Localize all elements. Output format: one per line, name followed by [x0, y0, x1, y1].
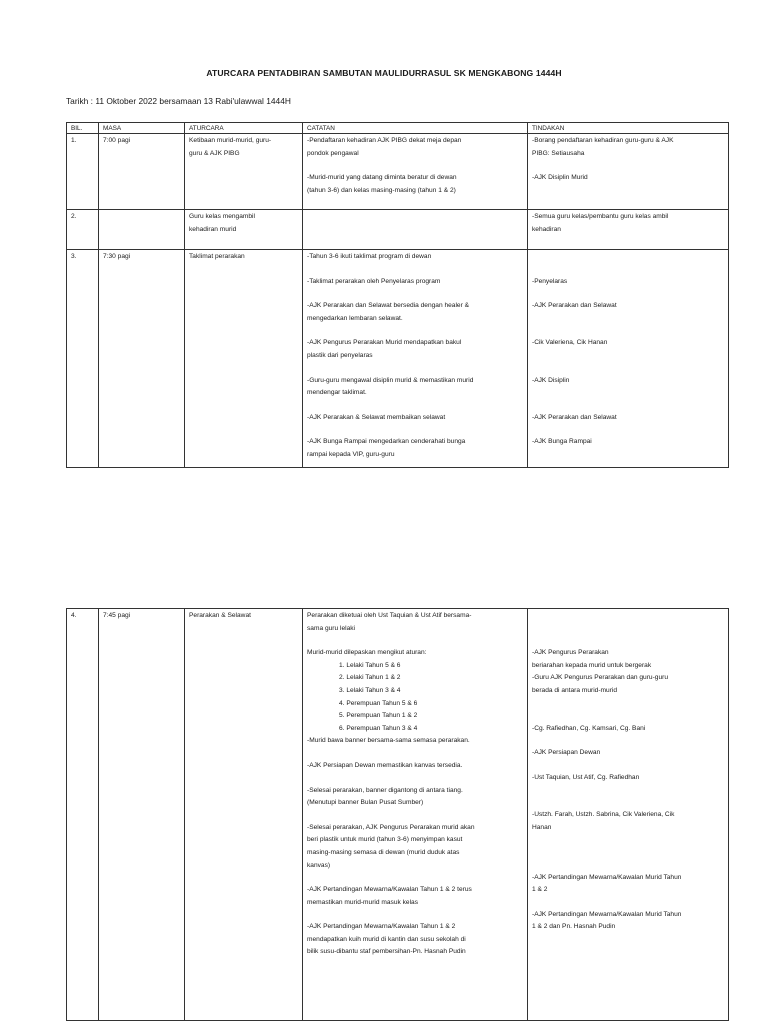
- row2-catatan: [303, 210, 528, 250]
- row4-bil: 4.: [67, 609, 99, 1021]
- row3-tindakan-line: -AJK Perarakan dan Selawat: [532, 413, 617, 421]
- row3-catatan-line: rampai kepada VIP, guru-guru: [307, 450, 395, 458]
- row2-aturcara-line: Guru kelas mengambil: [189, 213, 255, 220]
- row3-catatan-line: -AJK Perarakan dan Selawat bersedia dengan healer &: [307, 302, 470, 310]
- table-header-row: [67, 123, 729, 134]
- row2-tindakan: [528, 210, 729, 250]
- row3-catatan-line: -Taklimat perarakan oleh Penyelaras program: [307, 277, 441, 285]
- row3-tindakan-line: -AJK Bunga Rampai: [532, 438, 592, 446]
- row4-catatan-line: (Menutupi banner Bulan Pusat Sumber): [307, 799, 424, 807]
- table-row: [67, 210, 729, 250]
- list-item: 3. Lelaki Tahun 3 & 4: [339, 686, 401, 694]
- row3-masa: 7:30 pagi: [99, 250, 185, 468]
- row3-catatan-line: mengedarkan lembaran selawat.: [307, 314, 403, 322]
- list-item: 6. Perempuan Tahun 3 & 4: [339, 724, 418, 732]
- row1-aturcara-line: guru & AJK PIBG: [189, 149, 240, 157]
- header-tindakan: TINDAKAN: [528, 123, 729, 134]
- row2-tindakan-line: -Semua guru kelas/pembantu guru kelas ambil: [532, 213, 669, 220]
- row3-tindakan-line: -AJK Perarakan dan Selawat: [532, 302, 617, 310]
- row4-catatan-line: sama guru lelaki: [307, 624, 356, 632]
- row1-bil: 1.: [67, 134, 99, 210]
- row1-tindakan: [528, 134, 729, 210]
- row3-catatan-line: mendengar taklimat.: [307, 389, 367, 397]
- schedule-table-1: [66, 122, 729, 468]
- header-catatan: CATATAN: [303, 123, 528, 134]
- release-order-list: [307, 660, 524, 736]
- row4-catatan: [303, 609, 528, 1021]
- row1-catatan-line: (tahun 3-6) dan kelas masing-masing (tahun 1 & 2): [307, 186, 456, 194]
- row3-catatan-line: -AJK Perarakan & Selawat membaikan selawat: [307, 413, 446, 421]
- row4-tindakan-line: -Cg. Rafiedhan, Cg. Kamsari, Cg. Bani: [532, 724, 646, 732]
- row3-tindakan-line: -Cik Valeriena, Cik Hanan: [532, 339, 608, 347]
- list-item: 5. Perempuan Tahun 1 & 2: [339, 712, 418, 720]
- header-masa: MASA: [99, 123, 185, 134]
- row4-tindakan-line: Hanan: [532, 823, 552, 831]
- row4-catatan-line: masing-masing semasa di dewan (murid duduk atas: [307, 848, 460, 856]
- date-line: Tarikh : 11 Oktober 2022 bersamaan 13 Rabi'ulawwal 1444H: [66, 96, 291, 106]
- row4-aturcara: Perarakan & Selawat: [185, 609, 303, 1021]
- row4-tindakan: [528, 609, 729, 1021]
- row3-catatan-line: -AJK Bunga Rampai mengedarkan cenderahati bunga: [307, 438, 466, 446]
- row1-aturcara-line: Ketibaan murid-murid, guru-: [189, 137, 272, 144]
- row4-tindakan-line: -AJK Pertandingan Mewarna/Kawalan Murid Tahun: [532, 910, 682, 918]
- row1-tindakan-line: -AJK Disiplin Murid: [532, 174, 588, 182]
- row4-tindakan-line: 1 & 2: [532, 886, 548, 894]
- document-title: ATURCARA PENTADBIRAN SAMBUTAN MAULIDURRASUL SK MENGKABONG 1444H: [206, 68, 562, 78]
- row1-catatan-line: -Pendaftaran kehadiran AJK PIBG dekat meja depan: [307, 137, 462, 144]
- row4-tindakan-line: -Guru AJK Pengurus Perarakan dan guru-guru: [532, 674, 668, 682]
- row3-catatan-line: -Tahun 3-6 ikuti taklimat program di dewan: [307, 253, 432, 260]
- row4-tindakan-line: -AJK Pengurus Perarakan: [532, 649, 609, 657]
- row3-tindakan-line: -Penyelaras: [532, 277, 568, 285]
- row4-catatan-line: memastikan murid-murid masuk kelas: [307, 898, 419, 906]
- table-row: [67, 609, 729, 1021]
- row4-tindakan-line: 1 & 2 dan Pn. Hasnah Pudin: [532, 923, 616, 931]
- row4-catatan-line: -AJK Pertandingan Mewarna/Kawalan Tahun 1 & 2: [307, 923, 456, 931]
- header-bil: BIL.: [67, 123, 99, 134]
- row4-catatan-line: -Murid bawa banner bersama-sama semasa perarakan.: [307, 737, 470, 745]
- list-item: 1. Lelaki Tahun 5 & 6: [339, 661, 401, 669]
- row1-tindakan-line: -Borang pendaftaran kehadiran guru-guru & AJK: [532, 137, 674, 144]
- row4-tindakan-line: -Ust Taquian, Ust Atif, Cg. Rafiedhan: [532, 773, 640, 781]
- row2-aturcara-line: kehadiran murid: [189, 225, 237, 233]
- row3-aturcara: Taklimat perarakan: [185, 250, 303, 468]
- row1-catatan: [303, 134, 528, 210]
- list-item: 2. Lelaki Tahun 1 & 2: [339, 674, 401, 682]
- row2-tindakan-line: kehadiran: [532, 225, 561, 233]
- row3-bil: 3.: [67, 250, 99, 468]
- header-aturcara: ATURCARA: [185, 123, 303, 134]
- row4-catatan-line: Perarakan diketuai oleh Ust Taquian & Ust Atif bersama-: [307, 612, 472, 619]
- row3-catatan-line: -Guru-guru mengawal disiplin murid & memastikan murid: [307, 376, 474, 384]
- row1-masa: 7:00 pagi: [99, 134, 185, 210]
- row3-tindakan: [528, 250, 729, 468]
- row4-catatan-line: kanvas): [307, 861, 331, 869]
- row4-tindakan-line: beriarahan kepada murid untuk bergerak: [532, 661, 652, 669]
- row2-masa: [99, 210, 185, 250]
- table-row: [67, 250, 729, 468]
- row3-catatan: [303, 250, 528, 468]
- row4-catatan-line: -Selesai perarakan, AJK Pengurus Perarakan murid akan: [307, 823, 475, 831]
- row4-tindakan-line: -AJK Pertandingan Mewarna/Kawalan Murid Tahun: [532, 873, 682, 881]
- table-row: [67, 134, 729, 210]
- row4-masa: 7:45 pagi: [99, 609, 185, 1021]
- row3-catatan-line: plastik dari penyelaras: [307, 351, 373, 359]
- row4-tindakan-line: -Ustzh. Farah, Ustzh. Sabrina, Cik Valeriena, Cik: [532, 811, 675, 819]
- row4-catatan-line: bilik susu-dibantu staf pembersihan-Pn. Hasnah Pudin: [307, 948, 466, 956]
- schedule-table-2: [66, 608, 729, 1021]
- row1-aturcara: [185, 134, 303, 210]
- list-item: 4. Perempuan Tahun 5 & 6: [339, 699, 418, 707]
- row4-catatan-line: -AJK Persiapan Dewan memastikan kanvas tersedia.: [307, 761, 463, 769]
- row1-catatan-line: -Murid-murid yang datang diminta beratur di dewan: [307, 174, 457, 182]
- row2-bil: 2.: [67, 210, 99, 250]
- row4-catatan-line: mendapatkan kuih murid di kantin dan susu sekolah di: [307, 935, 466, 943]
- row2-aturcara: [185, 210, 303, 250]
- row4-tindakan-line: -AJK Persiapan Dewan: [532, 749, 601, 757]
- row3-tindakan-line: -AJK Disiplin: [532, 376, 570, 384]
- row4-catatan-line: -AJK Pertandingan Mewarna/Kawalan Tahun 1 & 2 terus: [307, 886, 472, 894]
- row4-catatan-line: beri plastik untuk murid (tahun 3-6) menyimpan kasut: [307, 836, 463, 844]
- row4-catatan-line: Murid-murid dilepaskan mengikut aturan:: [307, 649, 427, 657]
- row1-tindakan-line: PIBG: Setiausaha: [532, 149, 585, 157]
- row1-catatan-line: pondok pengawal: [307, 149, 359, 157]
- row4-tindakan-line: berada di antara murid-murid: [532, 686, 618, 694]
- row3-catatan-line: -AJK Pengurus Perarakan Murid mendapatkan bakul: [307, 339, 462, 347]
- row4-catatan-line: -Selesai perarakan, banner digantong di antara tiang.: [307, 786, 463, 794]
